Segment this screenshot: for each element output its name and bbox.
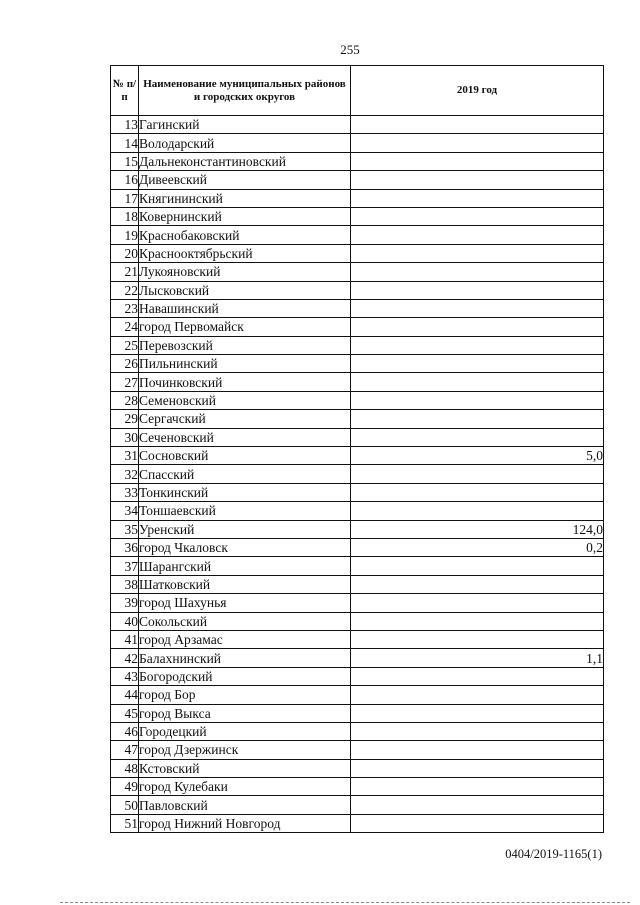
row-number: 34 <box>111 502 139 520</box>
district-name: город Выкса <box>139 704 351 722</box>
table-row <box>111 189 604 207</box>
table-row <box>111 226 604 244</box>
district-name: Шарангский <box>139 557 351 575</box>
year-value <box>351 557 604 575</box>
bottom-divider <box>60 902 630 903</box>
table-row <box>111 465 604 483</box>
row-number: 50 <box>111 796 139 814</box>
row-number: 51 <box>111 814 139 832</box>
table-row <box>111 281 604 299</box>
row-number: 28 <box>111 391 139 409</box>
row-number: 19 <box>111 226 139 244</box>
year-value <box>351 704 604 722</box>
year-value <box>351 483 604 501</box>
row-number: 21 <box>111 263 139 281</box>
district-name: Дальнеконстантиновский <box>139 152 351 170</box>
table-row <box>111 171 604 189</box>
row-number: 38 <box>111 575 139 593</box>
year-value <box>351 759 604 777</box>
table-row <box>111 391 604 409</box>
district-name: Тонкинский <box>139 483 351 501</box>
row-number: 22 <box>111 281 139 299</box>
row-number: 13 <box>111 116 139 134</box>
table-row <box>111 299 604 317</box>
district-name: Богородский <box>139 667 351 685</box>
year-value <box>351 575 604 593</box>
year-value <box>351 465 604 483</box>
year-value <box>351 355 604 373</box>
row-number: 36 <box>111 538 139 556</box>
year-value <box>351 336 604 354</box>
row-number: 27 <box>111 373 139 391</box>
row-number: 14 <box>111 134 139 152</box>
year-value <box>351 686 604 704</box>
row-number: 48 <box>111 759 139 777</box>
district-name: Володарский <box>139 134 351 152</box>
district-name: Пильнинский <box>139 355 351 373</box>
table-row <box>111 152 604 170</box>
row-number: 29 <box>111 410 139 428</box>
table-row <box>111 336 604 354</box>
district-name: Городецкий <box>139 722 351 740</box>
table-body <box>111 116 604 833</box>
row-number: 20 <box>111 244 139 262</box>
district-name: город Дзержинск <box>139 741 351 759</box>
district-name: город Первомайск <box>139 318 351 336</box>
district-name: Княгининский <box>139 189 351 207</box>
district-name: Сеченовский <box>139 428 351 446</box>
year-value <box>351 171 604 189</box>
table-row <box>111 116 604 134</box>
year-value <box>351 318 604 336</box>
header-name: Наименование муниципальных районов и городских округов <box>139 66 351 116</box>
row-number: 25 <box>111 336 139 354</box>
table-row <box>111 134 604 152</box>
year-value <box>351 189 604 207</box>
header-num: № п/п <box>111 66 139 116</box>
row-number: 32 <box>111 465 139 483</box>
row-number: 17 <box>111 189 139 207</box>
table-row <box>111 244 604 262</box>
district-name: Сосновский <box>139 447 351 465</box>
table-row <box>111 447 604 465</box>
row-number: 47 <box>111 741 139 759</box>
table-row <box>111 649 604 667</box>
district-name: город Арзамас <box>139 630 351 648</box>
year-value <box>351 373 604 391</box>
district-name: Семеновский <box>139 391 351 409</box>
table-row <box>111 318 604 336</box>
row-number: 23 <box>111 299 139 317</box>
header-year: 2019 год <box>351 66 604 116</box>
year-value <box>351 152 604 170</box>
district-name: Уренский <box>139 520 351 538</box>
row-number: 24 <box>111 318 139 336</box>
district-name: город Чкаловск <box>139 538 351 556</box>
page-number: 255 <box>340 42 360 57</box>
year-value <box>351 116 604 134</box>
row-number: 49 <box>111 778 139 796</box>
districts-table <box>110 65 604 833</box>
district-name: Починковский <box>139 373 351 391</box>
district-name: Ковернинский <box>139 207 351 225</box>
row-number: 40 <box>111 612 139 630</box>
table-row <box>111 630 604 648</box>
row-number: 31 <box>111 447 139 465</box>
table-row <box>111 263 604 281</box>
year-value <box>351 226 604 244</box>
year-value <box>351 410 604 428</box>
table-row <box>111 483 604 501</box>
row-number: 30 <box>111 428 139 446</box>
table-row <box>111 796 604 814</box>
row-number: 26 <box>111 355 139 373</box>
district-name: Тоншаевский <box>139 502 351 520</box>
year-value <box>351 428 604 446</box>
document-code: 0404/2019-1165(1) <box>505 847 602 861</box>
year-value <box>351 299 604 317</box>
row-number: 35 <box>111 520 139 538</box>
table-row <box>111 520 604 538</box>
year-value: 5,0 <box>351 447 604 465</box>
table-row <box>111 741 604 759</box>
district-name: Павловский <box>139 796 351 814</box>
row-number: 16 <box>111 171 139 189</box>
table-row <box>111 557 604 575</box>
table-row <box>111 538 604 556</box>
table-row <box>111 814 604 832</box>
table-header-row <box>111 66 604 116</box>
table-row <box>111 207 604 225</box>
year-value <box>351 281 604 299</box>
year-value <box>351 244 604 262</box>
year-value <box>351 630 604 648</box>
year-value: 124,0 <box>351 520 604 538</box>
district-name: Кстовский <box>139 759 351 777</box>
table-row <box>111 410 604 428</box>
row-number: 46 <box>111 722 139 740</box>
year-value <box>351 814 604 832</box>
district-name: Сокольский <box>139 612 351 630</box>
year-value <box>351 722 604 740</box>
table-row <box>111 355 604 373</box>
table-row <box>111 722 604 740</box>
year-value <box>351 667 604 685</box>
row-number: 15 <box>111 152 139 170</box>
district-name: город Нижний Новгород <box>139 814 351 832</box>
table-row <box>111 667 604 685</box>
district-name: Лысковский <box>139 281 351 299</box>
table-row <box>111 575 604 593</box>
district-name: Лукояновский <box>139 263 351 281</box>
row-number: 41 <box>111 630 139 648</box>
year-value <box>351 207 604 225</box>
table-row <box>111 612 604 630</box>
table-row <box>111 778 604 796</box>
row-number: 37 <box>111 557 139 575</box>
district-name: Балахнинский <box>139 649 351 667</box>
district-name: Спасский <box>139 465 351 483</box>
district-name: Гагинский <box>139 116 351 134</box>
table-row <box>111 686 604 704</box>
district-name: Сергачский <box>139 410 351 428</box>
district-name: Перевозский <box>139 336 351 354</box>
table-row <box>111 594 604 612</box>
district-name: Дивеевский <box>139 171 351 189</box>
district-name: Краснооктябрьский <box>139 244 351 262</box>
row-number: 18 <box>111 207 139 225</box>
district-name: город Бор <box>139 686 351 704</box>
district-name: город Шахунья <box>139 594 351 612</box>
row-number: 42 <box>111 649 139 667</box>
district-name: Шатковский <box>139 575 351 593</box>
row-number: 45 <box>111 704 139 722</box>
table-row <box>111 428 604 446</box>
year-value <box>351 502 604 520</box>
year-value <box>351 594 604 612</box>
table-row <box>111 502 604 520</box>
year-value <box>351 741 604 759</box>
year-value: 0,2 <box>351 538 604 556</box>
year-value <box>351 391 604 409</box>
year-value <box>351 796 604 814</box>
table-row <box>111 373 604 391</box>
row-number: 44 <box>111 686 139 704</box>
table-row <box>111 704 604 722</box>
table-header <box>111 66 604 116</box>
district-name: Навашинский <box>139 299 351 317</box>
district-name: город Кулебаки <box>139 778 351 796</box>
year-value <box>351 263 604 281</box>
table-row <box>111 759 604 777</box>
row-number: 33 <box>111 483 139 501</box>
row-number: 39 <box>111 594 139 612</box>
year-value <box>351 778 604 796</box>
row-number: 43 <box>111 667 139 685</box>
year-value <box>351 134 604 152</box>
year-value <box>351 612 604 630</box>
district-name: Краснобаковский <box>139 226 351 244</box>
year-value: 1,1 <box>351 649 604 667</box>
